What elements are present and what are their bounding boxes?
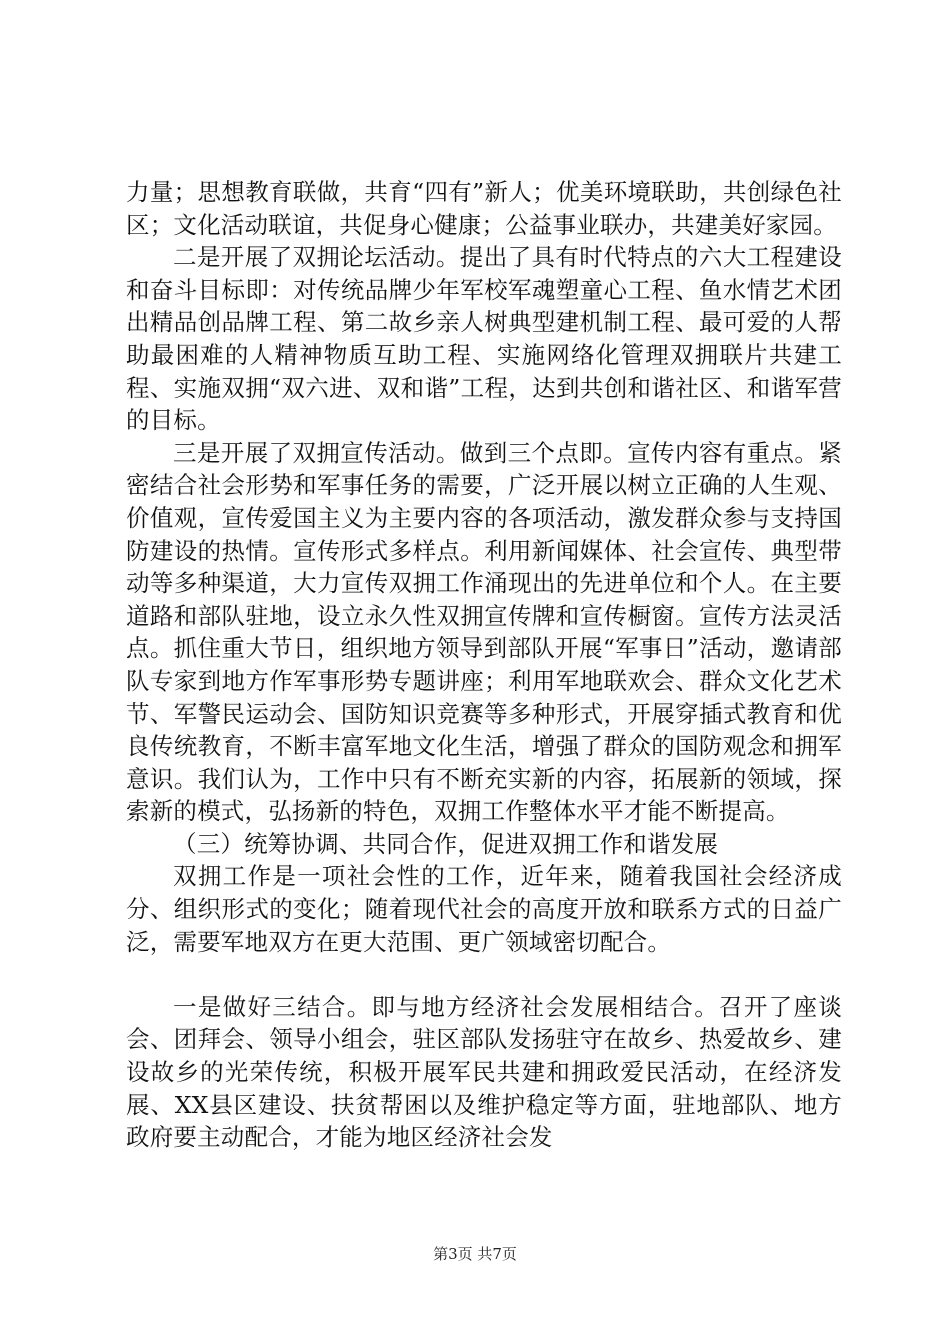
paragraph-publicity-activity: 三是开展了双拥宣传活动。做到三个点即。宣传内容有重点。紧密结合社会形势和军事任务的需要，广泛开展以树立正确的人生观、价值观，宣传爱国主义为主要内容的各项活动，激发群众参与支持国防建设的热情。宣传形式多样点。利用新闻媒体、社会宣传、典型带动等多种渠道，大力宣传双拥工作涌现出的先进单位和个人。在主要道路和部队驻地，设立永久性双拥宣传牌和宣传橱窗。宣传方法灵活点。抓住重大节日，组织地方领导到部队开展“军事日”活动，邀请部队专家到地方作军事形势专题讲座；利用军地联欢会、群众文化艺术节、军警民运动会、国防知识竞赛等多种形式，开展穿插式教育和优良传统教育，不断丰富军地文化生活，增强了群众的国防观念和拥军意识。我们认为，工作中只有不断充实新的内容，拓展新的领域，探索新的模式，弘扬新的特色，双拥工作整体水平才能不断提高。 <box>126 438 842 826</box>
body-text <box>126 176 842 1154</box>
page-footer: 第3页 共7页 <box>433 1245 517 1263</box>
paragraph-cooperation: 双拥工作是一项社会性的工作，近年来，随着我国社会经济成分、组织形式的变化；随着现代社会的高度开放和联系方式的日益广泛，需要军地双方在更大范围、更广领域密切配合。 <box>126 862 842 956</box>
paragraph-forum-activity: 二是开展了双拥论坛活动。提出了具有时代特点的六大工程建设和奋斗目标即：对传统品牌少年军校军魂塑童心工程、鱼水情艺术团出精品创品牌工程、第二故乡亲人树典型建机制工程、最可爱的人帮助最困难的人精神物质互助工程、实施网络化管理双拥联片共建工程、实施双拥“双六进、双和谐”工程，达到共创和谐社区、和谐军营的目标。 <box>126 243 842 435</box>
section-heading: （三）统筹协调、共同合作，促进双拥工作和谐发展 <box>173 829 719 858</box>
paragraph-three-combinations: 一是做好三结合。即与地方经济社会发展相结合。召开了座谈会、团拜会、领导小组会，驻区部队发扬驻守在故乡、热爱故乡、建设故乡的光荣传统，积极开展军民共建和拥政爱民活动，在经济发展、XX县区建设、扶贫帮困以及维护稳定等方面，驻地部队、地方政府要主动配合，才能为地区经济社会发 <box>126 992 842 1152</box>
paragraph-continuation: 力量；思想教育联做，共育“四有”新人；优美环境联助，共创绿色社区；文化活动联谊，共促身心健康；公益事业联办，共建美好家园。 <box>126 178 842 239</box>
